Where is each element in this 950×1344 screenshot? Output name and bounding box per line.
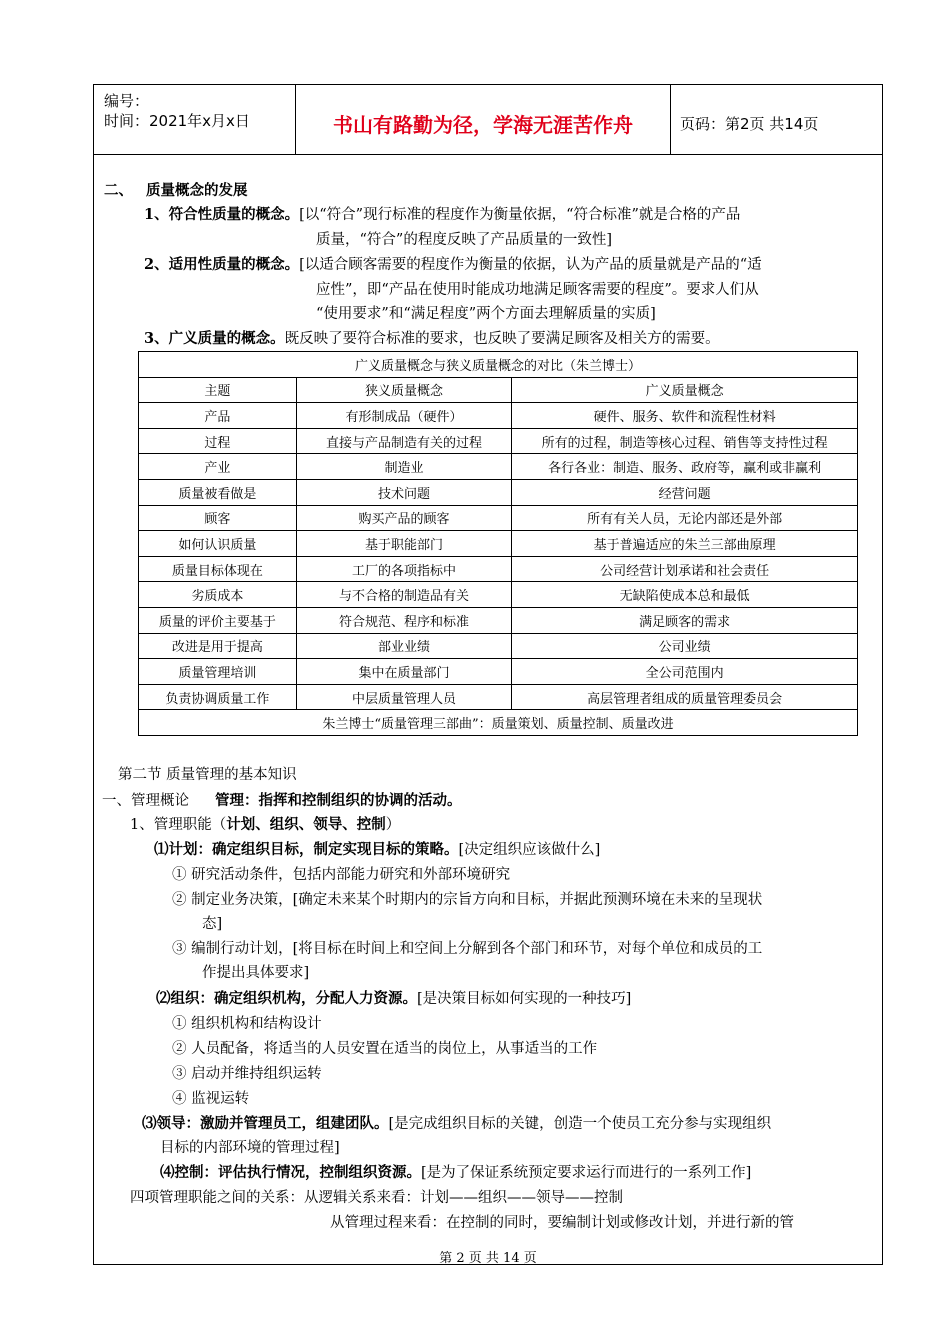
concept-2-text: [以适合顾客需要的程度作为衡量的依据，认为产品的质量就是产品的“适 (299, 257, 762, 273)
table-row (139, 531, 858, 557)
table-cell: 所有有关人员，无论内部还是外部 (512, 505, 858, 531)
lead-note: [是完成组织目标的关键，创造一个使员工充分参与实现组织 (388, 1116, 772, 1132)
mgmt-intro (102, 791, 462, 811)
concept-3-text: 既反映了要符合标准的要求，也反映了要满足顾客及相关方的需要。 (284, 331, 720, 347)
table-cell: 质量管理培训 (139, 659, 297, 685)
concept-1-text: [以“符合”现行标准的程度作为衡量依据，“符合标准”就是合格的产品 (299, 207, 741, 223)
table-cell: 劣质成本 (139, 582, 297, 608)
control-note: [是为了保证系统预定要求运行而进行的一系列工作] (421, 1165, 752, 1181)
table-cell: 各行各业：制造、服务、政府等，赢利或非赢利 (512, 454, 858, 480)
organize-head: ⑵组织：确定组织机构，分配人力资源。 (156, 990, 417, 1007)
page-footer: 第 2 页 共 14 页 (439, 1251, 537, 1266)
table-cell: 质量被看做是 (139, 479, 297, 505)
section-title: 质量概念的发展 (146, 182, 248, 199)
table-cell: 基于职能部门 (296, 531, 512, 557)
header-meta (104, 91, 250, 131)
table-cell: 质量目标体现在 (139, 556, 297, 582)
table-cell: 购买产品的顾客 (296, 505, 512, 531)
function-control (160, 1163, 751, 1183)
table-cell: 有形制成品（硬件） (296, 403, 512, 429)
header-motto: 书山有路勤为径，学海无涯苦作舟 (333, 113, 633, 137)
mgmt-functions (130, 815, 400, 835)
table-row (139, 684, 858, 710)
concept-item-3 (144, 329, 720, 349)
table-cell: 公司业绩 (512, 633, 858, 659)
function-lead (142, 1114, 771, 1134)
table-cell: 无缺陷使成本总和最低 (512, 582, 858, 608)
plan-item-2-cont: 态] (202, 916, 223, 932)
organize-item-1: ① 组织机构和结构设计 (172, 1016, 322, 1032)
concept-1-head: 1、符合性质量的概念。 (144, 206, 300, 223)
table-row (139, 556, 858, 582)
table-cell: 高层管理者组成的质量管理委员会 (512, 684, 858, 710)
table-row (139, 479, 858, 505)
functions-close: ） (385, 817, 401, 833)
relation-line-2: 从管理过程来看：在控制的同时，要编制计划或修改计划，并进行新的管 (330, 1215, 794, 1231)
table-header-cell: 主题 (139, 377, 297, 403)
table-row (139, 633, 858, 659)
organize-item-2: ② 人员配备，将适当的人员安置在适当的岗位上，从事适当的工作 (172, 1041, 598, 1057)
plan-item-1: ① 研究活动条件，包括内部能力研究和外部环境研究 (172, 867, 511, 883)
lead-note-cont: 目标的内部环境的管理过程] (160, 1140, 340, 1156)
plan-item-3: ③ 编制行动计划，[将目标在时间上和空间上分解到各个部门和环节，对每个单位和成员的工 (172, 941, 763, 957)
functions-list: 计划、组织、领导、控制 (226, 816, 386, 833)
table-cell: 集中在质量部门 (296, 659, 512, 685)
table-header-cell: 狭义质量概念 (296, 377, 512, 403)
table-row (139, 454, 858, 480)
lead-head: ⑶领导：激励并管理员工，组建团队。 (142, 1115, 389, 1132)
function-organize (156, 989, 631, 1009)
table-cell: 质量的评价主要基于 (139, 607, 297, 633)
function-plan (154, 840, 600, 860)
table-cell: 顾客 (139, 505, 297, 531)
table-row (139, 428, 858, 454)
table-cell: 产品 (139, 403, 297, 429)
table-cell: 部业业绩 (296, 633, 512, 659)
table-cell: 所有的过程，制造等核心过程、销售等支持性过程 (512, 428, 858, 454)
table-cell: 如何认识质量 (139, 531, 297, 557)
table-cell: 产业 (139, 454, 297, 480)
table-header-row (139, 377, 858, 403)
table-cell: 公司经营计划承诺和社会责任 (512, 556, 858, 582)
organize-item-3: ③ 启动并维持组织运转 (172, 1066, 322, 1082)
concept-3-head: 3、广义质量的概念。 (144, 330, 285, 347)
concept-1-line2: 质量，“符合”的程度反映了产品质量的一致性] (316, 232, 612, 248)
plan-item-2: ② 制定业务决策，[确定未来某个时期内的宗旨方向和目标，并据此预测环境在未来的呈现状 (172, 892, 763, 908)
concept-2-line3: “使用要求”和“满足程度”两个方面去理解质量的实质] (316, 306, 656, 322)
plan-note: [决定组织应该做什么] (458, 842, 601, 858)
relation-line-1: 四项管理职能之间的关系：从逻辑关系来看：计划——组织——领导——控制 (130, 1190, 623, 1206)
control-head: ⑷控制：评估执行情况，控制组织资源。 (160, 1164, 421, 1181)
plan-head: ⑴计划：确定组织目标，制定实现目标的策略。 (154, 841, 459, 858)
table-cell: 制造业 (296, 454, 512, 480)
header-page-info: 页码：第2页 共14页 (680, 115, 819, 133)
table-footer-row (139, 710, 858, 736)
organize-item-4: ④ 监视运转 (172, 1091, 250, 1107)
table-caption-row (139, 352, 858, 378)
concept-item-2 (144, 255, 762, 275)
table-cell: 直接与产品制造有关的过程 (296, 428, 512, 454)
section-number: 二、 (104, 182, 133, 199)
table-header-cell: 广义质量概念 (512, 377, 858, 403)
table-cell: 负责协调质量工作 (139, 684, 297, 710)
page-frame (93, 84, 883, 1265)
table-cell: 技术问题 (296, 479, 512, 505)
table-cell: 中层质量管理人员 (296, 684, 512, 710)
table-caption: 广义质量概念与狭义质量概念的对比（朱兰博士） (139, 352, 858, 378)
organize-note: [是决策目标如何实现的一种技巧] (417, 991, 632, 1007)
table-cell: 经营问题 (512, 479, 858, 505)
mgmt-label: 一、管理概论 (102, 793, 189, 809)
table-cell: 符合规范、程序和标准 (296, 607, 512, 633)
table-cell: 硬件、服务、软件和流程性材料 (512, 403, 858, 429)
mgmt-definition: 管理：指挥和控制组织的协调的活动。 (215, 792, 462, 809)
concept-2-head: 2、适用性质量的概念。 (144, 256, 300, 273)
table-cell: 满足顾客的需求 (512, 607, 858, 633)
table-cell: 工厂的各项指标中 (296, 556, 512, 582)
table-row (139, 582, 858, 608)
header-divider (670, 85, 671, 155)
table-footer: 朱兰博士“质量管理三部曲”：质量策划、质量控制、质量改进 (139, 710, 858, 736)
header-bar (94, 85, 882, 155)
table-row (139, 659, 858, 685)
time-label: 时间：2021年x月x日 (104, 112, 250, 130)
comparison-table (138, 351, 858, 736)
table-row (139, 403, 858, 429)
table-row (139, 607, 858, 633)
table-cell: 与不合格的制造品有关 (296, 582, 512, 608)
table-row (139, 505, 858, 531)
concept-item-1 (144, 205, 740, 225)
table-cell: 改进是用于提高 (139, 633, 297, 659)
number-label: 编号： (104, 92, 150, 110)
plan-item-3-cont: 作提出具体要求] (202, 965, 310, 981)
table-cell: 全公司范围内 (512, 659, 858, 685)
table-cell: 过程 (139, 428, 297, 454)
table-cell: 基于普遍适应的朱兰三部曲原理 (512, 531, 858, 557)
chapter-heading: 第二节 质量管理的基本知识 (118, 767, 297, 783)
functions-label: 1、管理职能（ (130, 817, 227, 833)
concept-2-line2: 应性”，即“产品在使用时能成功地满足顾客需要的程度”。要求人们从 (316, 282, 759, 298)
